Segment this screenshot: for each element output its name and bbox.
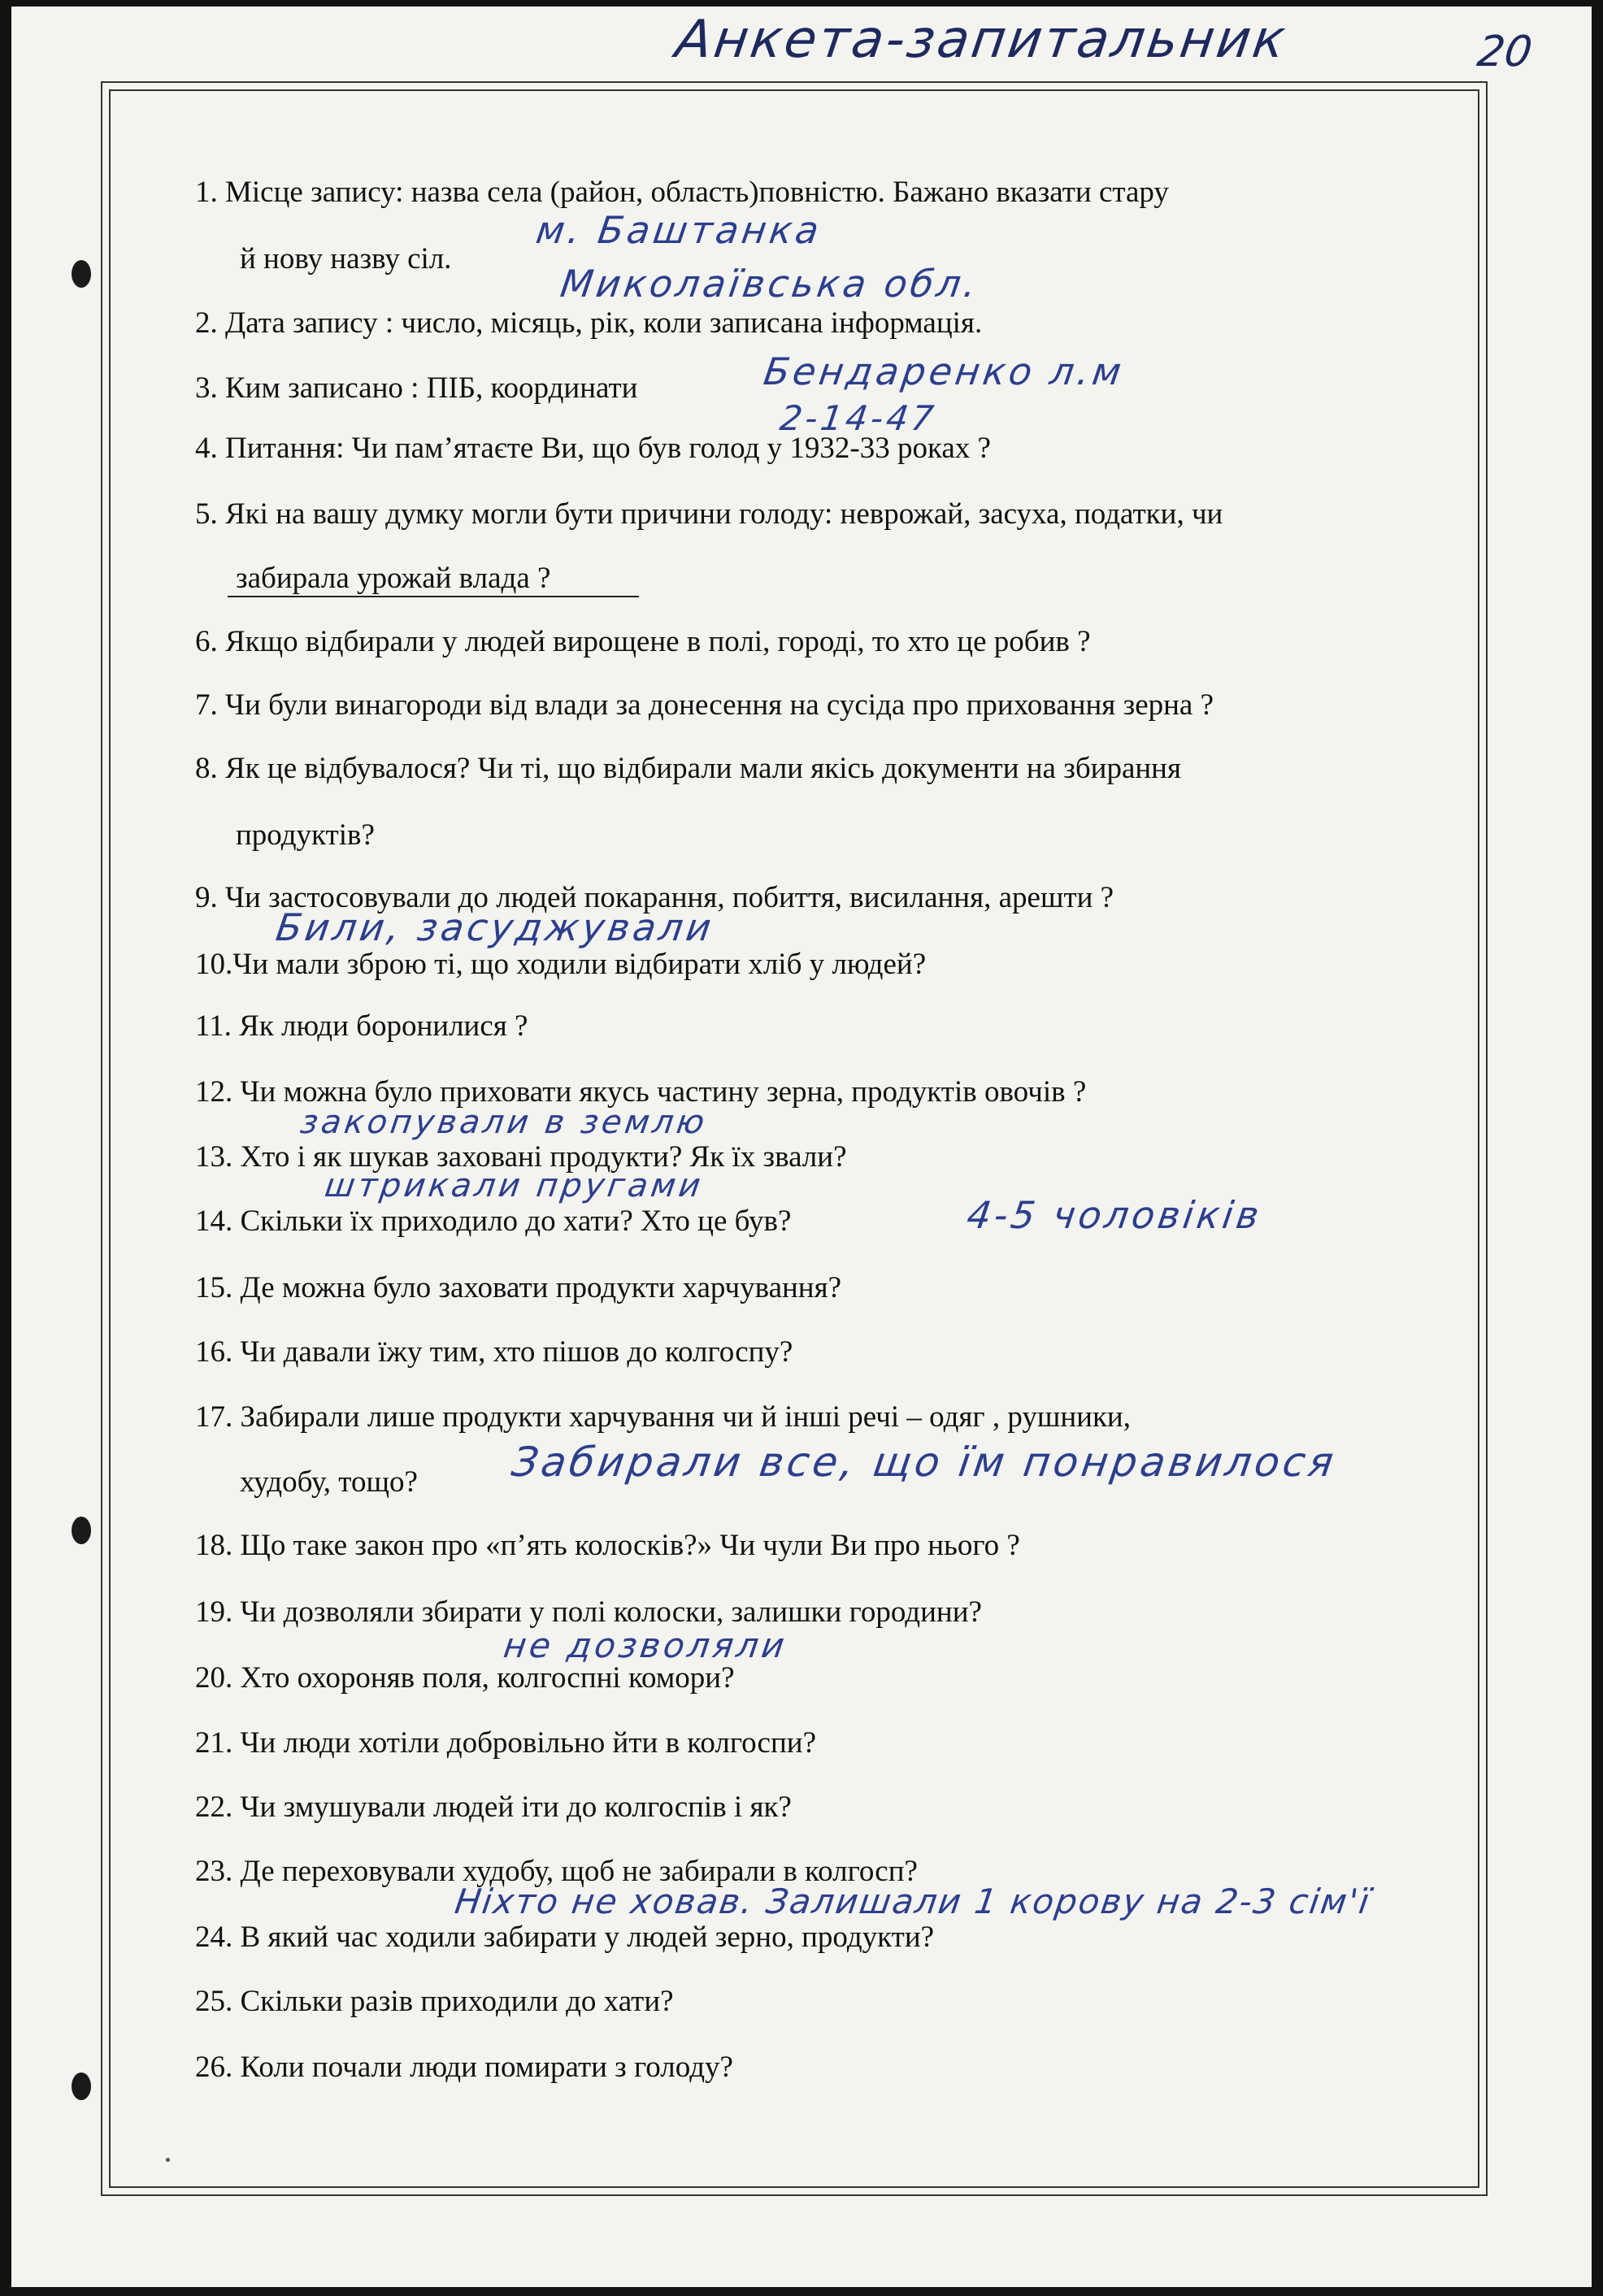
handwritten-region: Миколаївська обл.: [558, 262, 983, 306]
question-17-continuation: худобу, тощо?: [240, 1465, 418, 1499]
paper-speck: [166, 2158, 170, 2162]
question-13: 13. Хто і як шукав заховані продукти? Як їх звали?: [195, 1140, 847, 1174]
question-5-continuation: забирала урожай влада ?: [236, 562, 551, 595]
handwritten-answer-17: Забирали все, що їм понравилося: [508, 1439, 1340, 1486]
question-2: 2. Дата запису : число, місяць, рік, коли записана інформація.: [195, 306, 983, 340]
question-10: 10.Чи мали зброю ті, що ходили відбирати хліб у людей?: [195, 948, 927, 981]
handwritten-village: м. Баштанка: [533, 208, 825, 252]
question-6: 6. Якщо відбирали у людей вирощене в полі, городі, то хто це робив ?: [195, 625, 1091, 658]
handwritten-answer-9: Били, засуджували: [273, 905, 718, 949]
question-24: 24. В який час ходили забирати у людей зерно, продукти?: [195, 1921, 935, 1954]
binder-hole-top: [72, 260, 91, 288]
handwritten-answer-13: штрикали пругами: [322, 1167, 706, 1204]
question-1: 1. Місце запису: назва села (район, область)повністю. Бажано вказати стару: [195, 176, 1169, 209]
handwritten-recorder-code: 2-14-47: [777, 398, 940, 438]
question-18: 18. Що таке закон про «п’ять колосків?» Чи чули Ви про нього ?: [195, 1529, 1020, 1562]
question-12: 12. Чи можна було приховати якусь частину зерна, продуктів овочів ?: [195, 1075, 1087, 1109]
question-17: 17. Забирали лише продукти харчування чи й інші речі – одяг , рушники,: [195, 1400, 1131, 1434]
binder-hole-middle: [72, 1517, 91, 1544]
question-11: 11. Як люди боронилися ?: [195, 1009, 528, 1043]
handwritten-recorder: Бендаренко л.м: [761, 349, 1127, 393]
question-4: 4. Питання: Чи пам’ятаєте Ви, що був голод у 1932-33 роках ?: [195, 432, 991, 465]
binder-hole-bottom: [72, 2072, 91, 2100]
handwritten-answer-12: закопували в землю: [298, 1104, 710, 1141]
question-21: 21. Чи люди хотіли добровільно йти в колгоспи?: [195, 1726, 816, 1760]
handwritten-answer-14: 4-5 чоловіків: [964, 1193, 1265, 1237]
question-5: 5. Які на вашу думку могли бути причини голоду: неврожай, засуха, податки, чи: [195, 497, 1223, 531]
question-9: 9. Чи застосовували до людей покарання, побиття, висилання, арешти ?: [195, 881, 1114, 914]
question-14: 14. Скільки їх приходило до хати? Хто це був?: [195, 1204, 792, 1238]
question-22: 22. Чи змушували людей іти до колгоспів і як?: [195, 1790, 792, 1824]
answer-underline: [228, 596, 639, 597]
question-20: 20. Хто охороняв поля, колгоспні комори?: [195, 1661, 735, 1695]
question-1-continuation: й нову назву сіл.: [240, 242, 452, 276]
question-3: 3. Ким записано : ПІБ, координати: [195, 371, 638, 405]
page-number: 20: [1474, 28, 1536, 76]
question-16: 16. Чи давали їжу тим, хто пішов до колгоспу?: [195, 1335, 793, 1369]
question-8: 8. Як це відбувалося? Чи ті, що відбирали мали якісь документи на збирання: [195, 752, 1181, 785]
question-8-continuation: продуктів?: [236, 818, 375, 852]
question-7: 7. Чи були винагороди від влади за донесення на сусіда про приховання зерна ?: [195, 688, 1214, 722]
handwritten-answer-23: Ніхто не ховав. Залишали 1 корову на 2-3 сім'ї: [452, 1882, 1374, 1921]
question-26: 26. Коли почали люди помирати з голоду?: [195, 2051, 733, 2084]
handwritten-answer-19: не дозволяли: [501, 1625, 790, 1665]
question-25: 25. Скільки разів приходили до хати?: [195, 1985, 674, 2018]
document-title: Анкета-запитальник: [671, 10, 1292, 70]
question-15: 15. Де можна було заховати продукти харчування?: [195, 1271, 842, 1304]
question-19: 19. Чи дозволяли збирати у полі колоски, залишки городини?: [195, 1595, 982, 1629]
question-23: 23. Де переховували худобу, щоб не забирали в колгосп?: [195, 1855, 918, 1888]
